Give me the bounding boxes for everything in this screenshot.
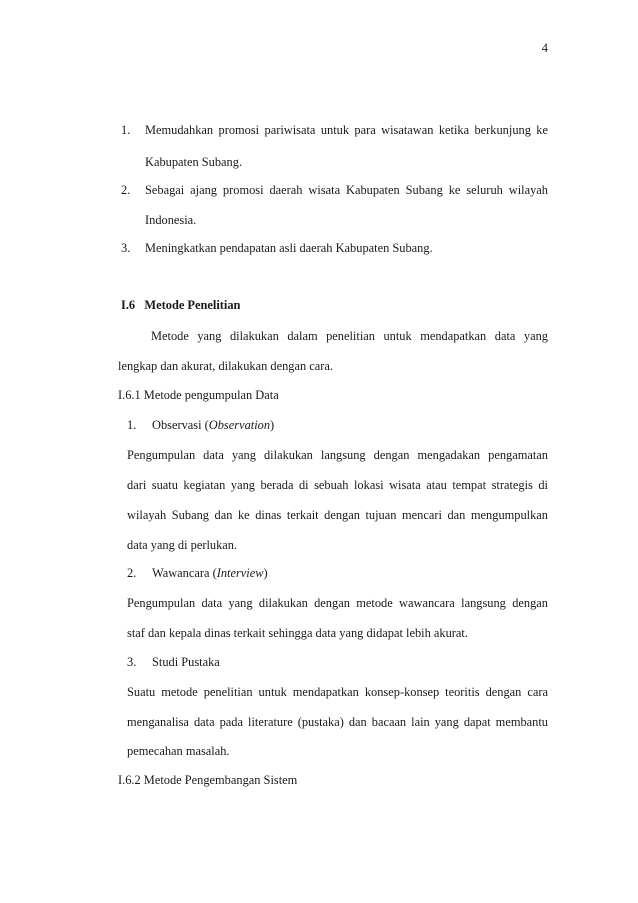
page-number: 4 (541, 41, 548, 55)
list-text: Indonesia. (145, 213, 197, 227)
list-text: Kabupaten Subang. (145, 155, 243, 169)
paragraph-line: data yang di perlukan. (127, 538, 238, 552)
list-text: Memudahkan promosi pariwisata untuk para wisatawan ketika berkunjung ke (145, 123, 548, 137)
list-number: 1. (121, 123, 131, 137)
paragraph-line: Pengumpulan data yang dilakukan dengan metode wawancara langsung dengan (127, 596, 548, 610)
list-number: 3. (121, 241, 131, 255)
method-number: 2. (127, 566, 137, 580)
subsection-heading: I.6.1 Metode pengumpulan Data (118, 388, 279, 402)
paragraph-line: wilayah Subang dan ke dinas terkait dengan tujuan mencari dan mengumpulkan (127, 508, 548, 522)
subsection-heading: I.6.2 Metode Pengembangan Sistem (118, 773, 298, 787)
method-label: Studi Pustaka (152, 655, 220, 669)
paragraph-line: lengkap dan akurat, dilakukan dengan cara. (118, 359, 334, 373)
method-number: 1. (127, 418, 137, 432)
paragraph-line: dari suatu kegiatan yang berada di sebuah lokasi wisata atau tempat strategis di (127, 478, 548, 492)
list-text: Sebagai ajang promosi daerah wisata Kabupaten Subang ke seluruh wilayah (145, 183, 548, 197)
method-label: Observasi (Observation) (152, 418, 275, 432)
list-text: Meningkatkan pendapatan asli daerah Kabupaten Subang. (145, 241, 433, 255)
section-title: Metode Penelitian (144, 298, 241, 312)
paragraph-line: pemecahan masalah. (127, 744, 230, 758)
list-number: 2. (121, 183, 131, 197)
section-number: I.6 (121, 298, 136, 312)
paragraph-line: menganalisa data pada literature (pustaka) dan bacaan lain yang dapat membantu (127, 715, 548, 729)
method-label: Wawancara (Interview) (152, 566, 268, 580)
paragraph-line: staf dan kepala dinas terkait sehingga data yang didapat lebih akurat. (127, 626, 468, 640)
paragraph-line: Suatu metode penelitian untuk mendapatkan konsep-konsep teoritis dengan cara (127, 685, 548, 699)
paragraph-line: Pengumpulan data yang dilakukan langsung dengan mengadakan pengamatan (127, 448, 548, 462)
method-number: 3. (127, 655, 137, 669)
section-heading (121, 298, 240, 313)
paragraph-line: Metode yang dilakukan dalam penelitian untuk mendapatkan data yang (151, 329, 548, 343)
